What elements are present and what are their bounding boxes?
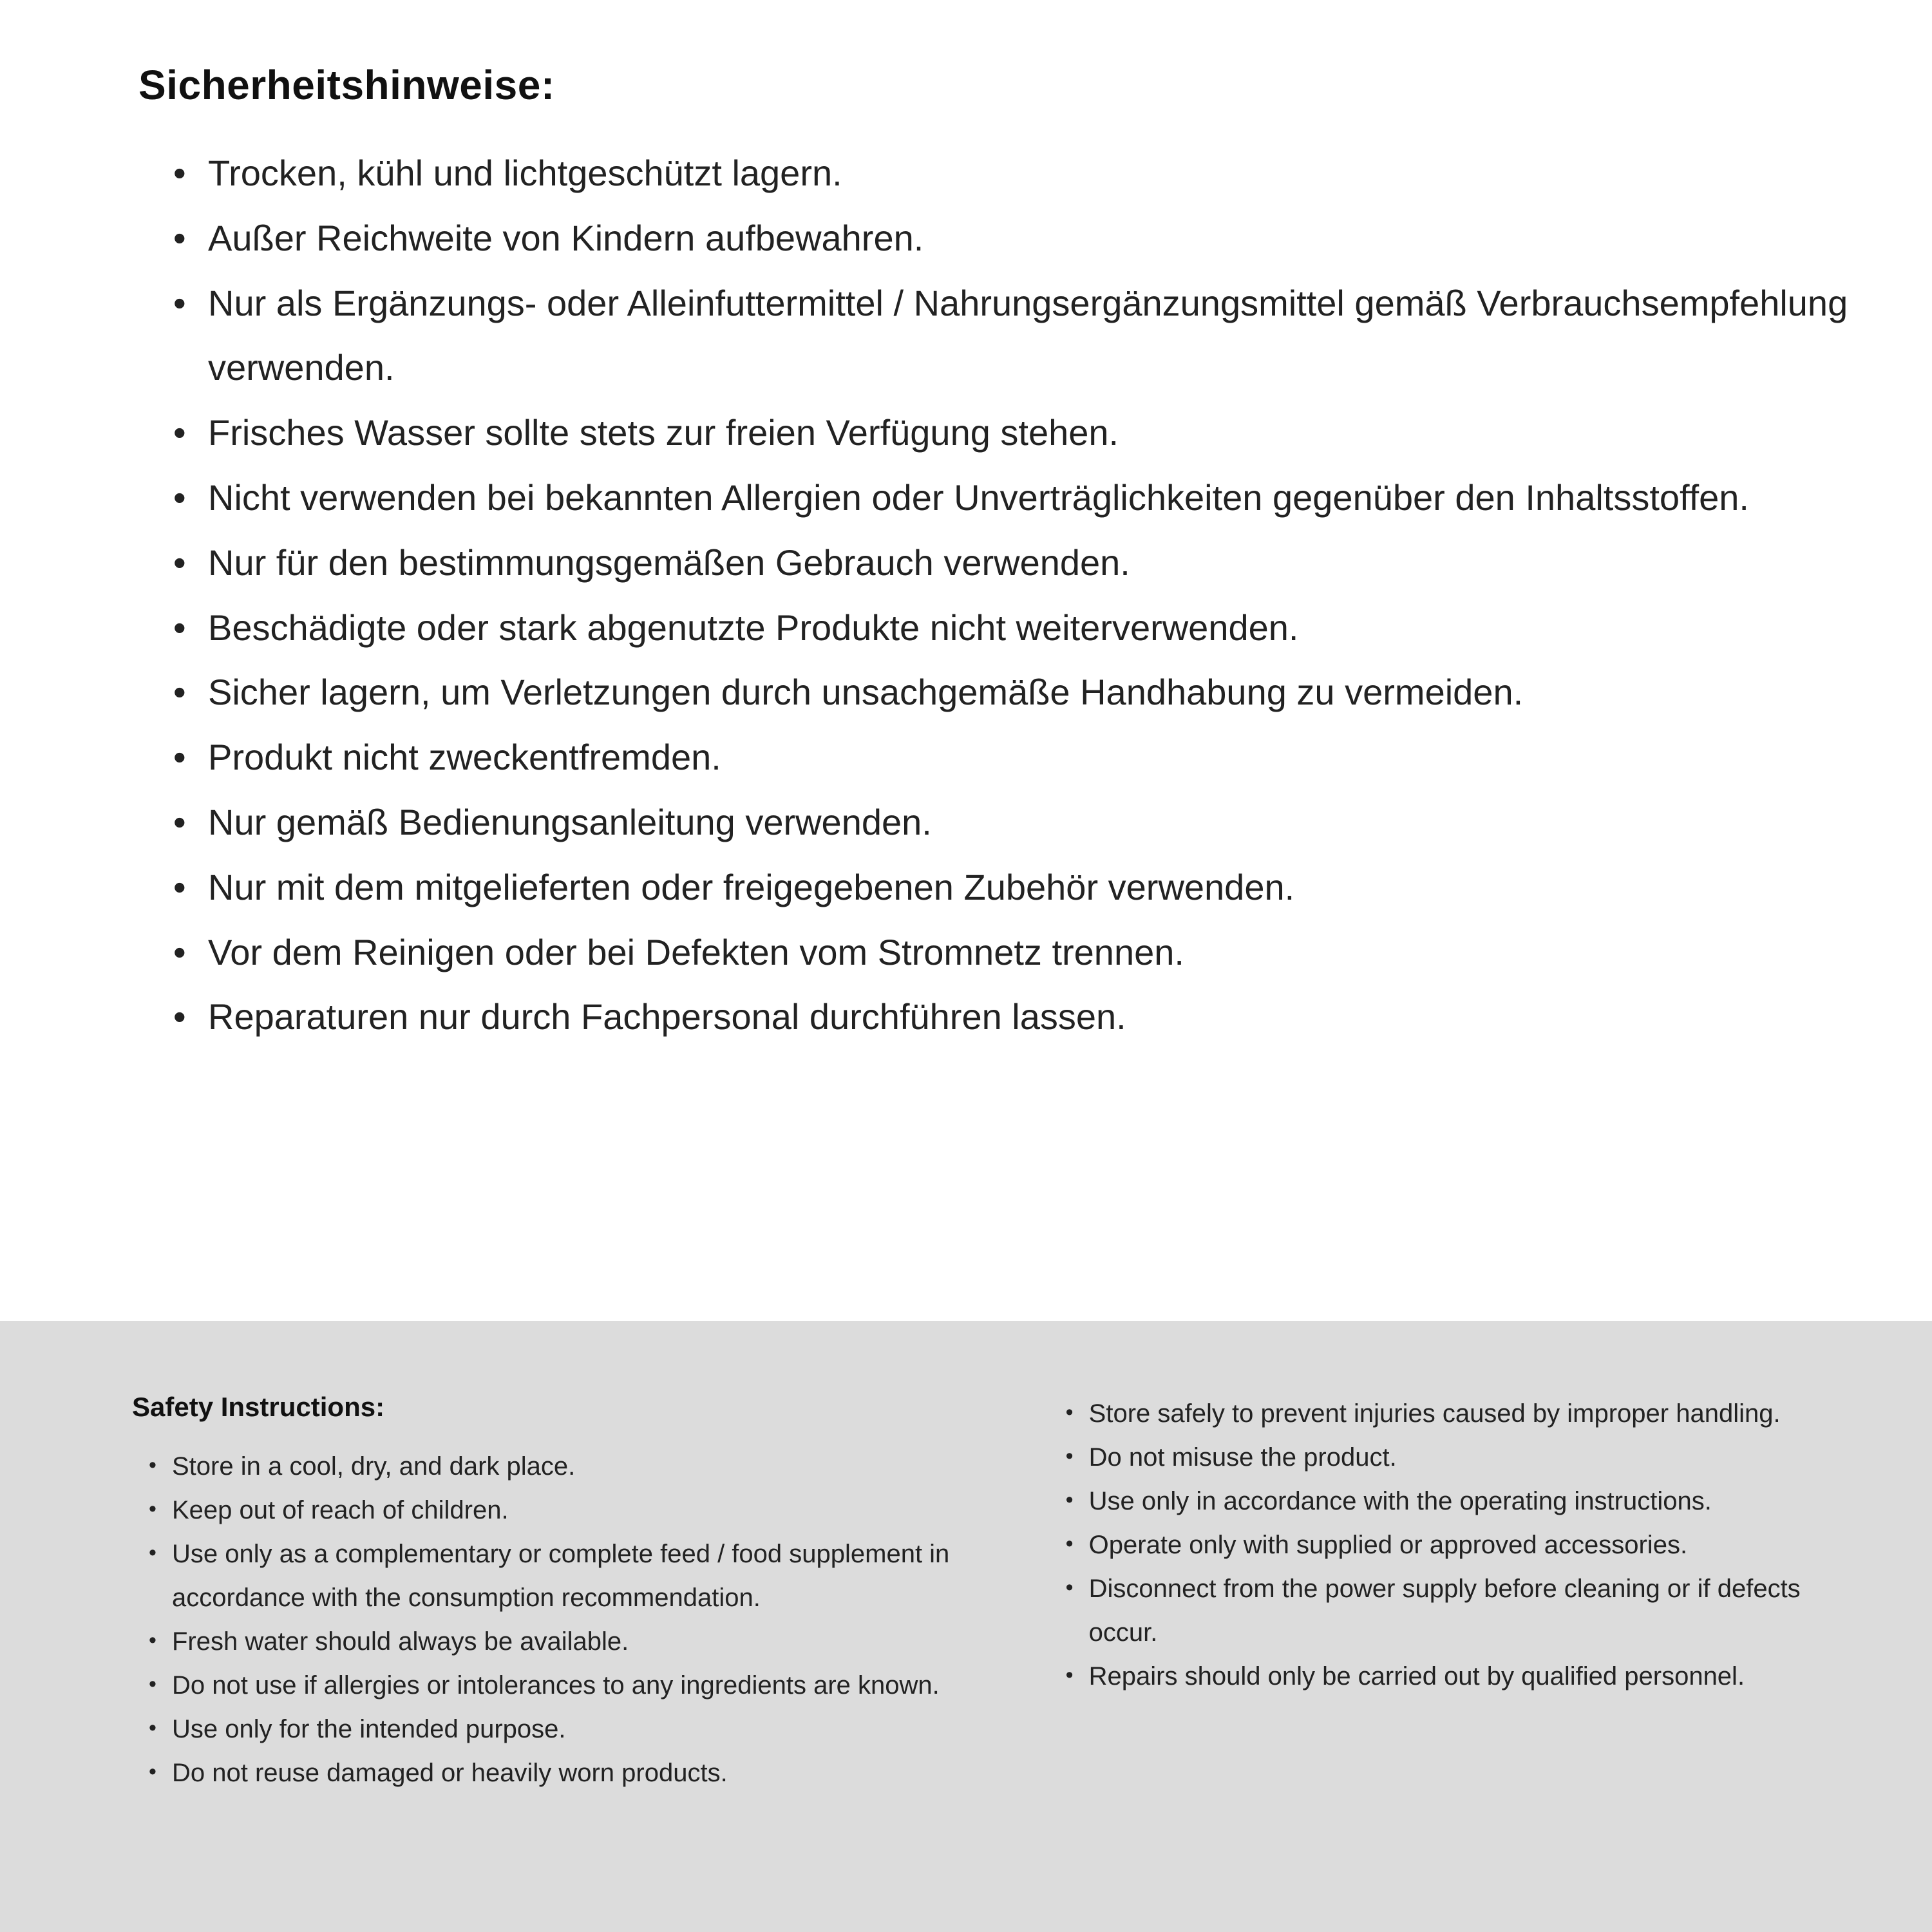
- list-item: • Disconnect from the power supply before cleaning or if defects occur.: [1061, 1567, 1874, 1654]
- list-item: • Use only in accordance with the operating instructions.: [1061, 1479, 1874, 1523]
- english-right-column: [1061, 1392, 1874, 1932]
- list-item: • Außer Reichweite von Kindern aufbewahren.: [169, 206, 1857, 271]
- english-left-list: [144, 1444, 983, 1795]
- list-item: • Beschädigte oder stark abgenutzte Produkte nicht weiterverwenden.: [169, 596, 1857, 661]
- list-item: • Do not reuse damaged or heavily worn products.: [144, 1751, 983, 1795]
- list-item: • Sicher lagern, um Verletzungen durch unsachgemäße Handhabung zu vermeiden.: [169, 660, 1857, 725]
- list-item: • Store in a cool, dry, and dark place.: [144, 1444, 983, 1488]
- german-safety-title: Sicherheitshinweise:: [138, 62, 555, 108]
- list-item: • Vor dem Reinigen oder bei Defekten vom Stromnetz trennen.: [169, 920, 1857, 985]
- list-item: • Nur als Ergänzungs- oder Alleinfuttermittel / Nahrungsergänzungsmittel gemäß Verbrauchsempfehlung verwenden.: [169, 271, 1857, 401]
- english-left-column: [132, 1392, 983, 1932]
- list-item: • Use only as a complementary or complete feed / food supplement in accordance with the consumption recommendation.: [144, 1532, 983, 1620]
- list-item: • Do not use if allergies or intolerances to any ingredients are known.: [144, 1663, 983, 1707]
- list-item: • Fresh water should always be available.: [144, 1620, 983, 1663]
- list-item: • Do not misuse the product.: [1061, 1435, 1874, 1479]
- english-right-list: [1061, 1392, 1874, 1698]
- list-item: • Keep out of reach of children.: [144, 1488, 983, 1532]
- list-item: • Reparaturen nur durch Fachpersonal durchführen lassen.: [169, 985, 1857, 1050]
- german-safety-list: [169, 141, 1857, 1050]
- list-item: • Nur für den bestimmungsgemäßen Gebrauch verwenden.: [169, 531, 1857, 596]
- english-safety-section: [0, 1321, 1932, 1932]
- list-item: • Operate only with supplied or approved accessories.: [1061, 1523, 1874, 1567]
- list-item: • Store safely to prevent injuries caused by improper handling.: [1061, 1392, 1874, 1435]
- list-item: • Produkt nicht zweckentfremden.: [169, 725, 1857, 790]
- list-item: • Frisches Wasser sollte stets zur freien Verfügung stehen.: [169, 401, 1857, 466]
- list-item: • Nur gemäß Bedienungsanleitung verwenden.: [169, 790, 1857, 855]
- list-item: • Repairs should only be carried out by qualified personnel.: [1061, 1654, 1874, 1698]
- list-item: • Nur mit dem mitgelieferten oder freigegebenen Zubehör verwenden.: [169, 855, 1857, 920]
- list-item: • Trocken, kühl und lichtgeschützt lagern.: [169, 141, 1857, 206]
- english-safety-title: Safety Instructions:: [132, 1392, 385, 1422]
- list-item: • Use only for the intended purpose.: [144, 1707, 983, 1751]
- list-item: • Nicht verwenden bei bekannten Allergien oder Unverträglichkeiten gegenüber den Inhaltsstoffen.: [169, 466, 1857, 531]
